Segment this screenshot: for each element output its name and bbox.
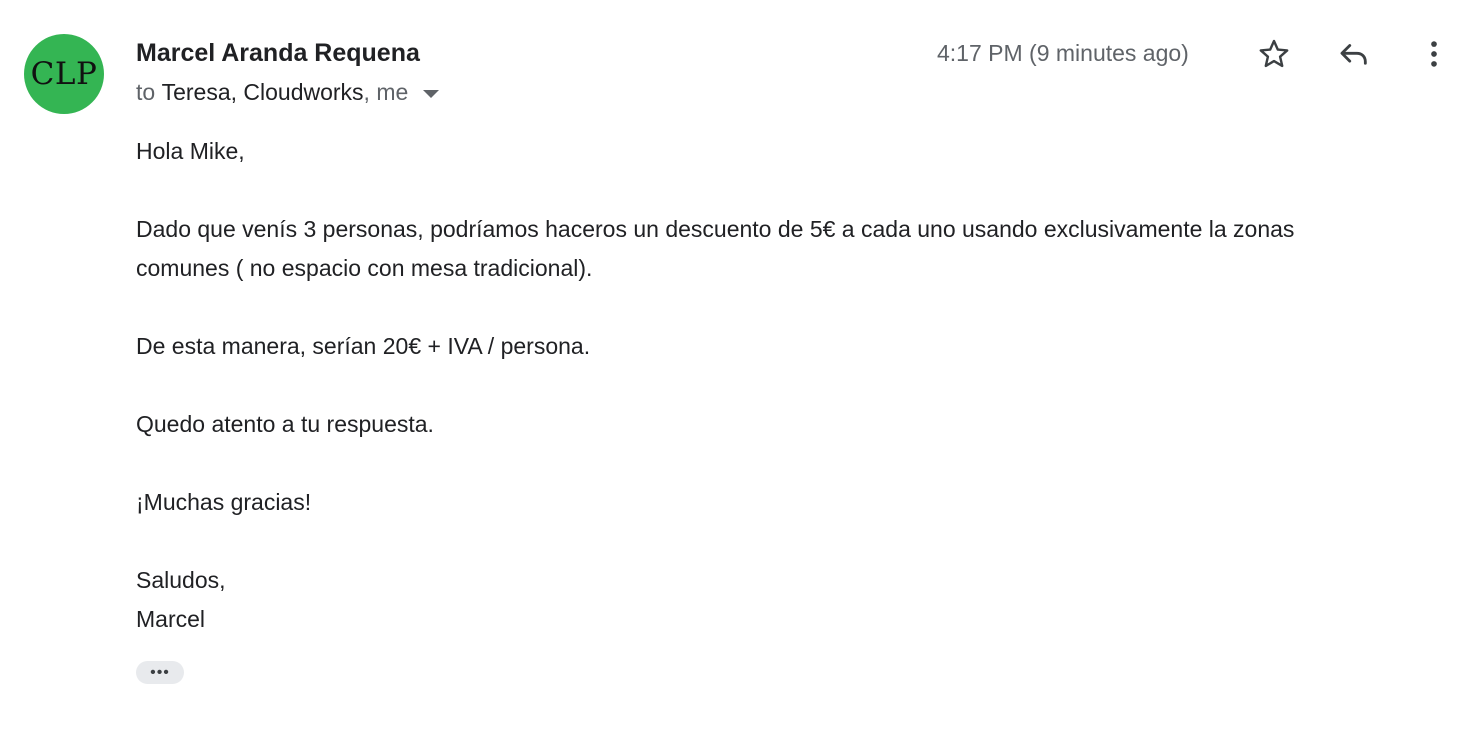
recipients-self: , me [363,79,409,105]
star-button[interactable] [1252,32,1296,76]
paragraph-discount [136,210,1456,288]
avatar-initials: CLP [30,56,98,92]
reply-icon [1337,37,1371,71]
paragraph-thanks: ¡Muchas gracias! [136,489,312,515]
greeting: Hola Mike, [136,138,245,164]
star-icon [1257,37,1291,71]
show-details-dropdown-icon[interactable] [423,90,439,98]
recipients-prefix: to [136,79,156,105]
signoff [136,561,1456,639]
show-trimmed-content-button[interactable]: ••• [136,661,184,684]
recipients-line [136,79,439,106]
avatar[interactable] [24,34,104,114]
sender-name[interactable]: Marcel Aranda Requena [136,39,420,67]
signoff-greeting: Saludos, [136,567,226,593]
signature-name: Marcel [136,606,206,632]
paragraph-awaiting-reply: Quedo atento a tu respuesta. [136,411,434,437]
paragraph-discount-line-1: Dado que venís 3 personas, podríamos haceros un descuento de 5€ a cada uno usando exclusivamente la zonas [136,216,1295,242]
more-options-button[interactable] [1412,32,1456,76]
recipients-names: Teresa, Cloudworks [161,79,364,105]
paragraph-discount-line-2: comunes ( no espacio con mesa tradicional). [136,255,593,281]
reply-button[interactable] [1332,32,1376,76]
message-body [136,132,1456,639]
message-timestamp: 4:17 PM (9 minutes ago) [937,40,1189,66]
more-vert-icon [1417,37,1451,71]
paragraph-price: De esta manera, serían 20€ + IVA / persona. [136,333,591,359]
